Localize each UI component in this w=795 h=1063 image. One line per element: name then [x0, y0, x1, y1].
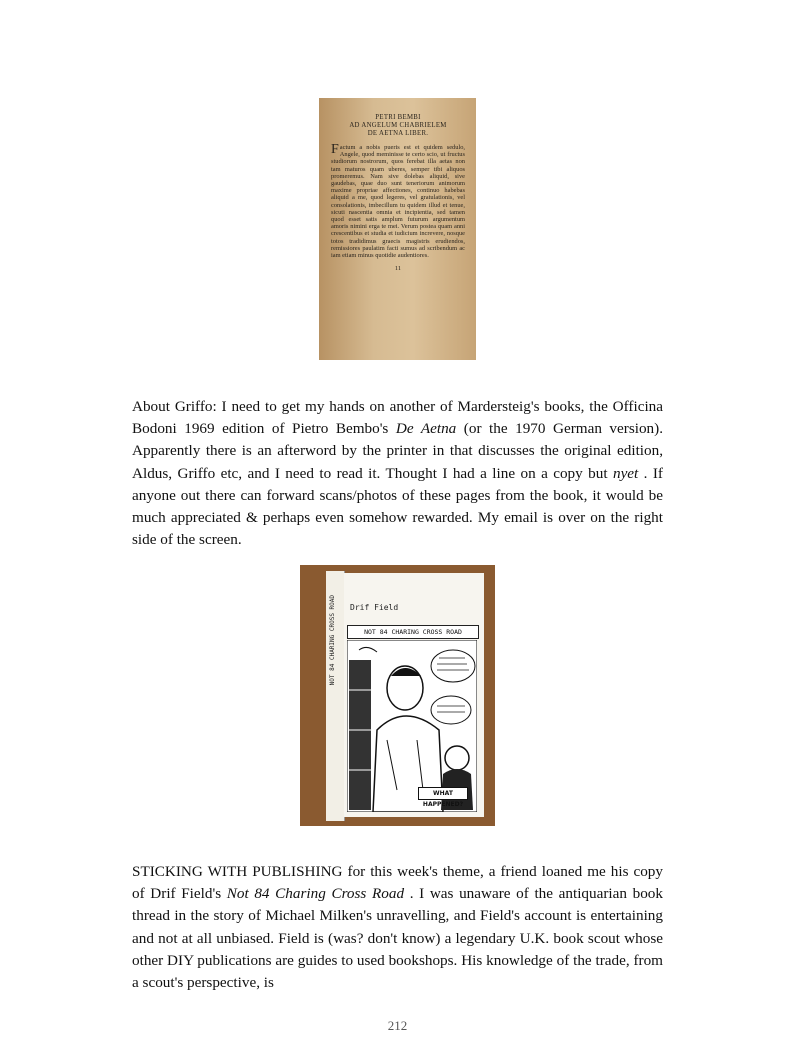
cover-author: Drif Field [350, 603, 399, 612]
photo-folio: 11 [394, 265, 402, 273]
text-run: (or the 1970 German version). Apparently there is an afterword by the printer in that discusses the original edition, Aldus, Griffo etc, and I need to read it. Thought I had a line on a copy but [132, 420, 663, 482]
photo-page-text [331, 114, 465, 272]
dropcap: F [331, 142, 339, 157]
text-run: . I was unaware of the antiquarian book thread in the story of Michael Milken's unravelling, and Field's account is entertaining and not at all unbiased. Field is (was? don't know) a legendary U.K. book scout whose other DIY publications are guides to used bookshops. His knowledge of the trade, from a scout's perspective, is [132, 885, 663, 992]
text-run: . If anyone out there can forward scans/photos of these pages from the book, it would be much appreciated & perhaps even somehow rewarded. My email is over on the right side of the screen. [132, 464, 663, 549]
not-84-charing-cross-road-photo [300, 565, 495, 826]
book-title-italic: Not 84 Charing Cross Road [226, 885, 405, 903]
heading-line: PETRI BEMBI [375, 114, 421, 121]
book-title-italic: De Aetna [395, 420, 457, 438]
photo-page-body [331, 144, 465, 259]
spine-title: NOT 84 CHARING CROSS ROAD [329, 595, 336, 686]
de-aetna-page-photo [319, 98, 476, 360]
text-run: About Griffo: I need to get my hands on another of Mardersteig's books, the Officina Bodoni 1969 edition of Pietro Bembo's [132, 398, 663, 438]
heading-line: DE AETNA LIBER. [367, 130, 429, 137]
heading-line: AD ANGELUM CHABRIELEM [349, 122, 447, 129]
comic-caption: WHAT HAPPENED? [418, 787, 468, 800]
text-run: STICKING WITH PUBLISHING for this week's theme, a friend loaned me his copy of Drif Field's [132, 863, 663, 903]
latin-text: actum a nobis pueris est et quidem sedulo, Angele, quod meminisse te certo scio, ut fructus studiorum nostrorum, quos ferebat illa aetas non tam maturos quam uberes, semper tibi aliquos promeremus. Nam sive dolebas aliquid, sive gaudebas, quae duo sunt teneriorum animorum maxime propriae affectiones, continuo habebas aliquid a me, quod legeres, vel gratulationis, vel consolationis, imbecillum tu quidem illud et tenue, sicuti nascentia omnia et incipientia, sed tamen quod esset satis amplum futurum argumentum amoris nimini erga te mei. Verum postea quam anni crescentibus et studia et iudicium increvere, nosque totos tradidimus graecis magistris erudiendos, remissiores paulatim facti sumus ad scribendum ac iam etiam minus quotidie audentiores. [331, 144, 465, 260]
page-number: 212 [387, 1018, 408, 1033]
cover-title: NOT 84 CHARING CROSS ROAD [347, 625, 479, 639]
italic-word: nyet [612, 464, 639, 482]
paragraph-griffo [132, 396, 663, 551]
book-cover [344, 573, 484, 817]
photo-page-heading [331, 114, 465, 138]
paragraph-publishing [132, 861, 663, 994]
